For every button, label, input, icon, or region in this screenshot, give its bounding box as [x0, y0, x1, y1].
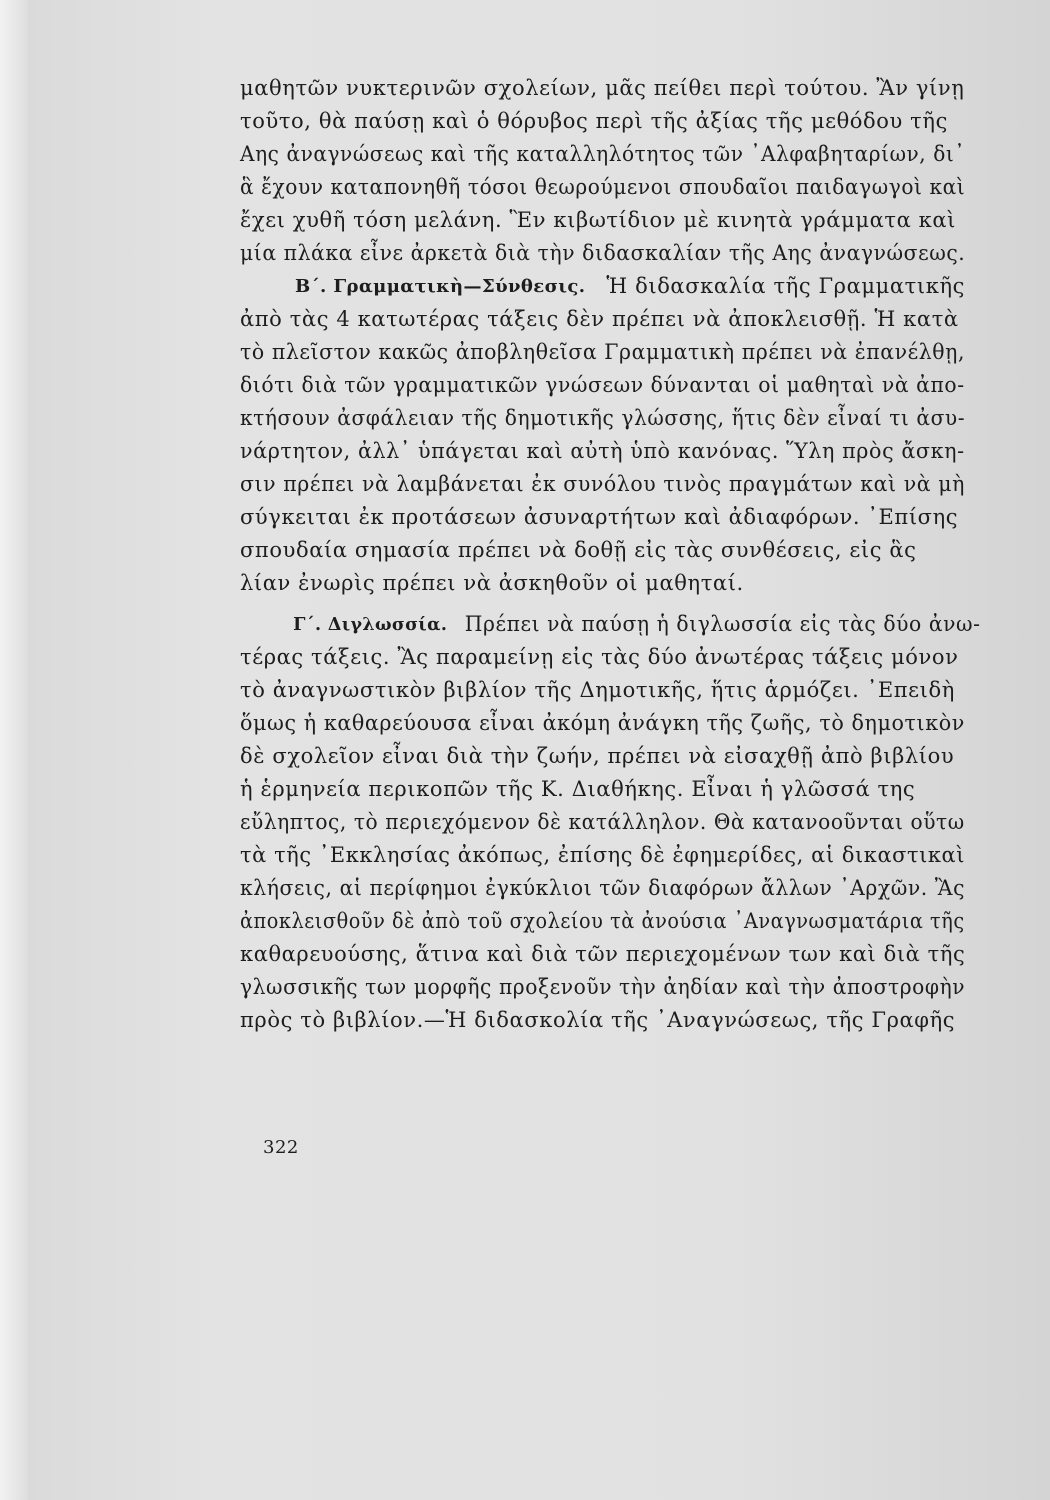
text-line: πρὸς τὸ βιβλίον.—Ἡ διδασκολία τῆς ᾽Αναγνώσεως, τῆς Γραφῆς: [240, 1008, 956, 1032]
page-number: 322: [263, 1137, 299, 1158]
text-line: τὰ τῆς ᾽Εκκλησίας ἀκόπως, ἐπίσης δὲ ἐφημερίδες, αἱ δικαστικαὶ: [240, 843, 966, 867]
text-line: γλωσσικῆς των μορφῆς προξενοῦν τὴν ἀηδίαν καὶ τὴν ἀποστροφὴν: [240, 975, 966, 999]
text-line: κλήσεις, αἱ περίφημοι ἐγκύκλιοι τῶν διαφόρων ἄλλων ᾽Αρχῶν. Ἂς: [240, 876, 966, 900]
page-spine-edge: [0, 0, 28, 1500]
text-line: μαθητῶν νυκτερινῶν σχολείων, μᾶς πείθει περὶ τούτου. Ἂν γίνῃ: [240, 76, 965, 100]
text-line: τέρας τάξεις. Ἂς παραμείνῃ εἰς τὰς δύο ἀνωτέρας τάξεις μόνον: [240, 645, 959, 669]
text-line: σιν πρέπει νὰ λαμβάνεται ἐκ συνόλου τινὸς πραγμάτων καὶ νὰ μὴ: [240, 472, 965, 496]
text-line: διότι διὰ τῶν γραμματικῶν γνώσεων δύνανται οἱ μαθηταὶ νὰ ἀπο-: [240, 373, 965, 397]
text-line: καθαρευούσης, ἅτινα καὶ διὰ τῶν περιεχομένων των καὶ διὰ τῆς: [240, 942, 966, 966]
body-text: [240, 72, 981, 1037]
text-line: ἔχει χυθῆ τόση μελάνη. Ἓν κιβωτίδιον μὲ κινητὰ γράμματα καὶ: [240, 208, 956, 232]
section-c-heading: Γ΄. Διγλωσσία.: [293, 614, 448, 635]
text-line: σπουδαία σημασία πρέπει νὰ δοθῇ εἰς τὰς συνθέσεις, εἰς ἃς: [240, 538, 917, 562]
text-line: τὸ ἀναγνωστικὸν βιβλίον τῆς Δημοτικῆς, ἥτις ἁρμόζει. ᾽Επειδὴ: [240, 678, 955, 702]
text-line: ὅμως ἡ καθαρεύουσα εἶναι ἀκόμη ἀνάγκη τῆς ζωῆς, τὸ δημοτικὸν: [240, 711, 965, 735]
section-c-first-line: Γ΄. Διγλωσσία. Πρέπει νὰ παύσῃ ἡ διγλωσσία εἰς τὰς δύο ἀνω-: [240, 608, 940, 641]
section-b-heading: Β΄. Γραμματικὴ—Σύνθεσις.: [295, 276, 586, 297]
text-line: τοῦτο, θὰ παύσῃ καὶ ὁ θόρυβος περὶ τῆς ἀξίας τῆς μεθόδου τῆς: [240, 109, 948, 133]
text-line: εὔληπτος, τὸ περιεχόμενον δὲ κατάλληλον. Θὰ κατανοοῦνται οὕτω: [240, 810, 965, 834]
text-line: ἃ ἔχουν καταπονηθῆ τόσοι θεωρούμενοι σπουδαῖοι παιδαγωγοὶ καὶ: [240, 175, 966, 199]
text-line: μία πλάκα εἶνε ἀρκετὰ διὰ τὴν διδασκαλίαν τῆς Αης ἀναγνώσεως.: [240, 241, 966, 265]
section-b-first-line: Β΄. Γραμματικὴ—Σύνθεσις. Ἡ διδασκαλία τῆς Γραμματικῆς: [240, 270, 965, 303]
text-line: ἀπὸ τὰς 4 κατωτέρας τάξεις δὲν πρέπει νὰ ἀποκλεισθῇ. Ἡ κατὰ: [240, 307, 959, 331]
text-line: δὲ σχολεῖον εἶναι διὰ τὴν ζωήν, πρέπει νὰ εἰσαχθῇ ἀπὸ βιβλίου: [240, 744, 955, 768]
text-line: νάρτητον, ἀλλ᾽ ὑπάγεται καὶ αὐτὴ ὑπὸ κανόνας. Ὕλη πρὸς ἄσκη-: [240, 439, 965, 463]
text-line: ἡ ἑρμηνεία περικοπῶν τῆς Κ. Διαθήκης. Εἶναι ἡ γλῶσσά της: [240, 777, 916, 801]
text-line: τὸ πλεῖστον κακῶς ἀποβληθεῖσα Γραμματικὴ πρέπει νὰ ἐπανέλθῃ,: [240, 340, 966, 364]
text-line: κτήσουν ἀσφάλειαν τῆς δημοτικῆς γλώσσης, ἥτις δὲν εἶναί τι ἀσυ-: [240, 406, 966, 430]
text-line: Αης ἀναγνώσεως καὶ τῆς καταλληλότητος τῶν ᾽Αλφαβηταρίων, δι᾽: [240, 142, 965, 166]
text-line: λίαν ἐνωρὶς πρέπει νὰ ἀσκηθοῦν οἱ μαθηταί.: [240, 571, 744, 595]
text-line: ἀποκλεισθοῦν δὲ ἀπὸ τοῦ σχολείου τὰ ἀνούσια ᾽Αναγνωσματάρια τῆς: [240, 909, 965, 933]
text-line: σύγκειται ἐκ προτάσεων ἀσυναρτήτων καὶ ἀδιαφόρων. ᾽Επίσης: [240, 505, 959, 529]
